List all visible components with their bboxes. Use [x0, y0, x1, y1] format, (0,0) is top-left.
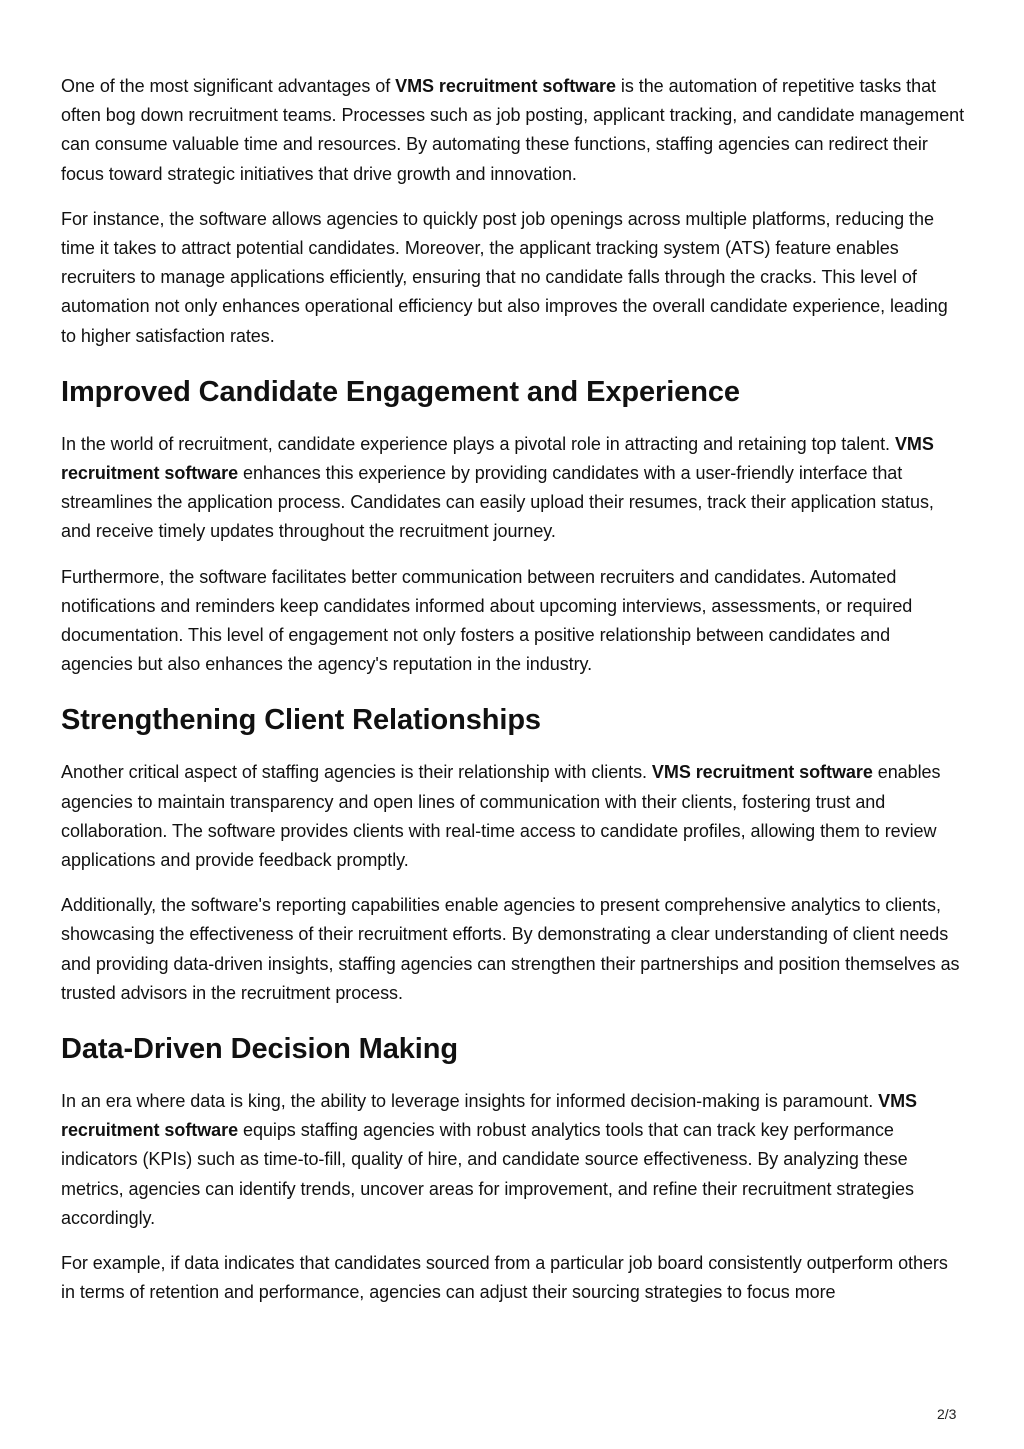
section-heading: Improved Candidate Engagement and Experience: [61, 375, 740, 408]
paragraph: For example, if data indicates that candidates sourced from a particular job board consistently outperform others in terms of retention and performance, agencies can adjust their sourcing strategies to focus more: [61, 1253, 948, 1303]
paragraph: Furthermore, the software facilitates better communication between recruiters and candidates. Automated notifications and reminders keep candidates informed about upcoming interviews, assessments, or required documentation. This level of engagement not only fosters a positive relationship between candidates and agencies but also enhances the agency's reputation in the industry.: [61, 566, 913, 675]
document-page: [61, 72, 966, 1324]
paragraph: One of the most significant advantages of VMS recruitment software is the automation of repetitive tasks that often bog down recruitment teams. Processes such as job posting, applicant tracking, and candidate management can consume valuable time and resources. By automating these functions, staffing agencies can redirect their focus toward strategic initiatives that drive growth and innovation.: [61, 76, 965, 184]
section-heading: Data-Driven Decision Making: [61, 1033, 458, 1066]
section-client-relationships: [61, 702, 966, 1008]
section-automation: [61, 72, 966, 351]
paragraph: In an era where data is king, the ability to leverage insights for informed decision-making is paramount. VMS recruitment software equips staffing agencies with robust analytics tools that can track key performance indicators (KPIs) such as time-to-fill, quality of hire, and candidate source effectiveness. By analyzing these metrics, agencies can identify trends, uncover areas for improvement, and refine their recruitment strategies accordingly.: [61, 1091, 917, 1228]
bold-term: VMS recruitment software: [61, 1091, 917, 1141]
section-heading: Strengthening Client Relationships: [61, 704, 541, 737]
paragraph: In the world of recruitment, candidate experience plays a pivotal role in attracting and retaining top talent. VMS recruitment software enhances this experience by providing candidates with a user-friendly interface that streamlines the application process. Candidates can easily upload their resumes, track their application status, and receive timely updates throughout the recruitment journey.: [61, 433, 934, 542]
paragraph: Additionally, the software's reporting capabilities enable agencies to present comprehensive analytics to clients, showcasing the effectiveness of their recruitment efforts. By demonstrating a clear understanding of client needs and providing data-driven insights, staffing agencies can strengthen their partnerships and position themselves as trusted advisors in the recruitment process.: [61, 895, 960, 1003]
bold-term: VMS recruitment software: [395, 76, 616, 96]
page-number: 2/3: [937, 1406, 957, 1422]
section-data-driven: [61, 1031, 966, 1307]
bold-term: VMS recruitment software: [651, 762, 873, 783]
paragraph: For instance, the software allows agencies to quickly post job openings across multiple platforms, reducing the time it takes to attract potential candidates. Moreover, the applicant tracking system (ATS) feature enables recruiters to manage applications efficiently, ensuring that no candidate falls through the cracks. This level of automation not only enhances operational efficiency but also improves the overall candidate experience, leading to higher satisfaction rates.: [61, 208, 948, 346]
section-candidate-engagement: [61, 374, 966, 680]
bold-term: VMS recruitment software: [61, 433, 934, 484]
paragraph: Another critical aspect of staffing agencies is their relationship with clients. VMS recruitment software enables agencies to maintain transparency and open lines of communication with their clients, fostering trust and collaboration. The software provides clients with real-time access to candidate profiles, allowing them to review applications and provide feedback promptly.: [61, 762, 941, 871]
